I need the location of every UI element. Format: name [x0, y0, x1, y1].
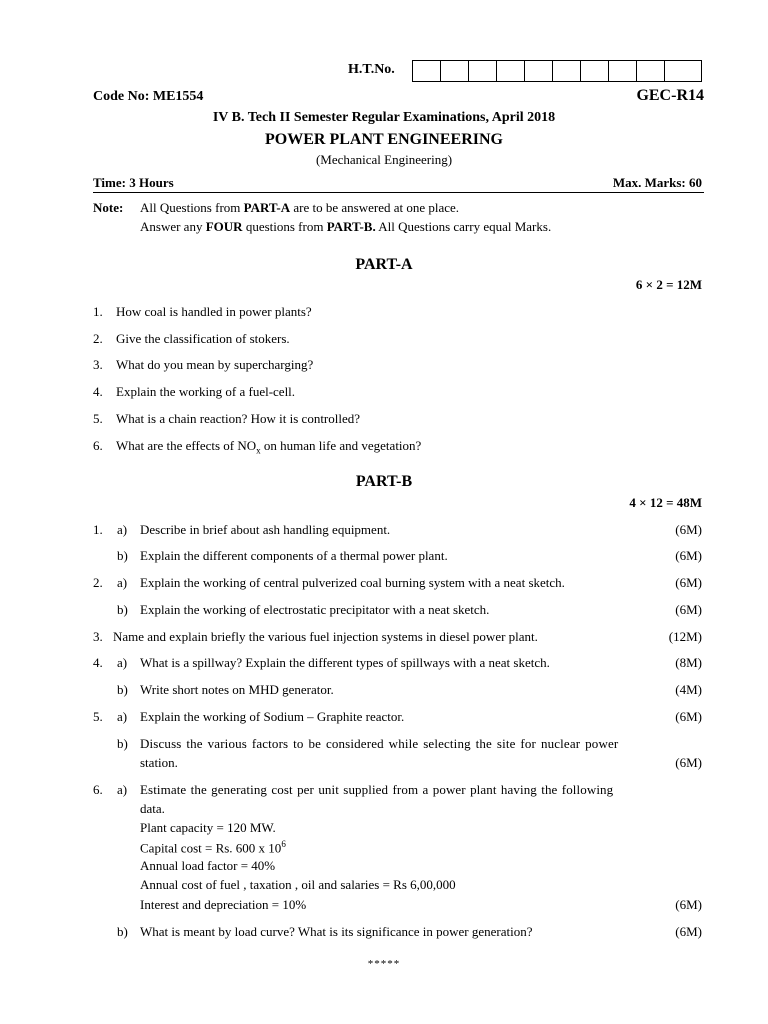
note-line-1: All Questions from PART-A are to be answered at one place.: [140, 200, 460, 215]
question-text: What are the effects of $NO_x$ on human life and vegetation?: [116, 438, 422, 456]
question-text: Explain the working of electrostatic precipitator with a neat sketch.: [140, 602, 490, 617]
question-text-continued: station.: [140, 755, 178, 770]
question-marks: (8M): [675, 655, 702, 670]
hall-ticket-digit-box: [609, 61, 637, 81]
sub-question-label: a): [117, 522, 128, 537]
question-number: 2.: [93, 575, 103, 590]
question-number: 1.: [93, 304, 103, 319]
sub-question-label: a): [117, 655, 128, 670]
sub-question-label: a): [117, 709, 128, 724]
part-b-marks-formula: 4 × 12 = 48M: [629, 495, 702, 510]
sub-question-label: a): [117, 782, 128, 797]
question-number: 5.: [93, 709, 103, 724]
question-text: Explain the working of Sodium – Graphite reactor.: [140, 709, 405, 724]
hall-ticket-digit-box: [413, 61, 441, 81]
question-marks: (6M): [675, 548, 702, 563]
course-code: Code No: ME1554: [93, 89, 204, 104]
question-marks: (6M): [675, 575, 702, 590]
question-number: 4.: [93, 655, 103, 670]
exam-title: IV B. Tech II Semester Regular Examinations, April 2018: [212, 110, 556, 125]
part-a-marks-formula: 6 × 2 = 12M: [635, 277, 702, 292]
question-marks: (6M): [675, 755, 702, 770]
hall-ticket-digit-box: [637, 61, 665, 81]
hall-ticket-digit-box: [525, 61, 553, 81]
question-marks: (4M): [675, 682, 702, 697]
hall-ticket-digit-box: [497, 61, 525, 81]
question-text: Explain the working of central pulverized coal burning system with a neat sketch.: [140, 575, 565, 590]
question-text: What do you mean by supercharging?: [116, 357, 314, 372]
note-label: Note:: [93, 200, 124, 215]
data-line-capital-cost: Capital cost = Rs. 600 x $10^6$: [140, 839, 286, 856]
regulation-code: GEC-R14: [636, 87, 704, 104]
header-divider: [93, 192, 704, 193]
hall-ticket-digit-box: [441, 61, 469, 81]
hall-ticket-digit-box: [469, 61, 497, 81]
branch-name: (Mechanical Engineering): [315, 152, 453, 167]
hall-ticket-digit-box: [581, 61, 609, 81]
question-text: Estimate the generating cost per unit supplied from a power plant having the following: [140, 782, 614, 797]
question-text: What is a spillway? Explain the different types of spillways with a neat sketch.: [140, 655, 550, 670]
hall-ticket-digit-box: [665, 61, 701, 81]
question-number: 1.: [93, 522, 103, 537]
data-line-annual-cost: Annual cost of fuel , taxation , oil and salaries = Rs 6,00,000: [140, 877, 456, 892]
hall-ticket-number-boxes: [412, 60, 702, 82]
hall-ticket-digit-box: [553, 61, 581, 81]
part-b-title: PART-B: [355, 473, 413, 490]
question-text: Give the classification of stokers.: [116, 331, 290, 346]
question-text: How coal is handled in power plants?: [116, 304, 312, 319]
end-of-paper-mark: *****: [367, 958, 401, 970]
question-marks: (6M): [675, 897, 702, 912]
exam-duration: Time: 3 Hours: [93, 175, 174, 190]
question-text: Describe in brief about ash handling equipment.: [140, 522, 391, 537]
sub-question-label: b): [117, 924, 128, 939]
question-number: 6.: [93, 782, 103, 797]
question-marks: (12M): [668, 629, 702, 644]
part-a-title: PART-A: [355, 256, 413, 273]
question-text: Write short notes on MHD generator.: [140, 682, 334, 697]
data-line-plant-capacity: Plant capacity = 120 MW.: [140, 820, 276, 835]
hall-ticket-label: H.T.No.: [348, 62, 395, 77]
question-text: What is a chain reaction? How it is controlled?: [116, 411, 361, 426]
question-text: Explain the working of a fuel-cell.: [116, 384, 296, 399]
question-marks: (6M): [675, 924, 702, 939]
sub-question-label: b): [117, 602, 128, 617]
question-marks: (6M): [675, 602, 702, 617]
question-number: 3.: [93, 629, 103, 644]
data-line-load-factor: Annual load factor = 40%: [140, 858, 276, 873]
question-text: What is meant by load curve? What is its significance in power generation?: [140, 924, 533, 939]
question-number: 2.: [93, 331, 103, 346]
question-text-continued: data.: [140, 801, 165, 816]
sub-question-label: b): [117, 548, 128, 563]
note-line-2: Answer any FOUR questions from PART-B. All Questions carry equal Marks.: [140, 219, 552, 234]
sub-question-label: a): [117, 575, 128, 590]
question-text: Explain the different components of a thermal power plant.: [140, 548, 448, 563]
question-number: 6.: [93, 438, 103, 453]
question-text: Discuss the various factors to be considered while selecting the site for nuclear power: [140, 736, 619, 751]
question-marks: (6M): [675, 709, 702, 724]
sub-question-label: b): [117, 736, 128, 751]
question-text: Name and explain briefly the various fuel injection systems in diesel power plant.: [113, 629, 538, 644]
question-number: 3.: [93, 357, 103, 372]
question-number: 4.: [93, 384, 103, 399]
sub-question-label: b): [117, 682, 128, 697]
data-line-interest: Interest and depreciation = 10%: [140, 897, 307, 912]
max-marks: Max. Marks: 60: [612, 175, 702, 190]
question-marks: (6M): [675, 522, 702, 537]
subject-title: POWER PLANT ENGINEERING: [265, 131, 503, 148]
question-number: 5.: [93, 411, 103, 426]
